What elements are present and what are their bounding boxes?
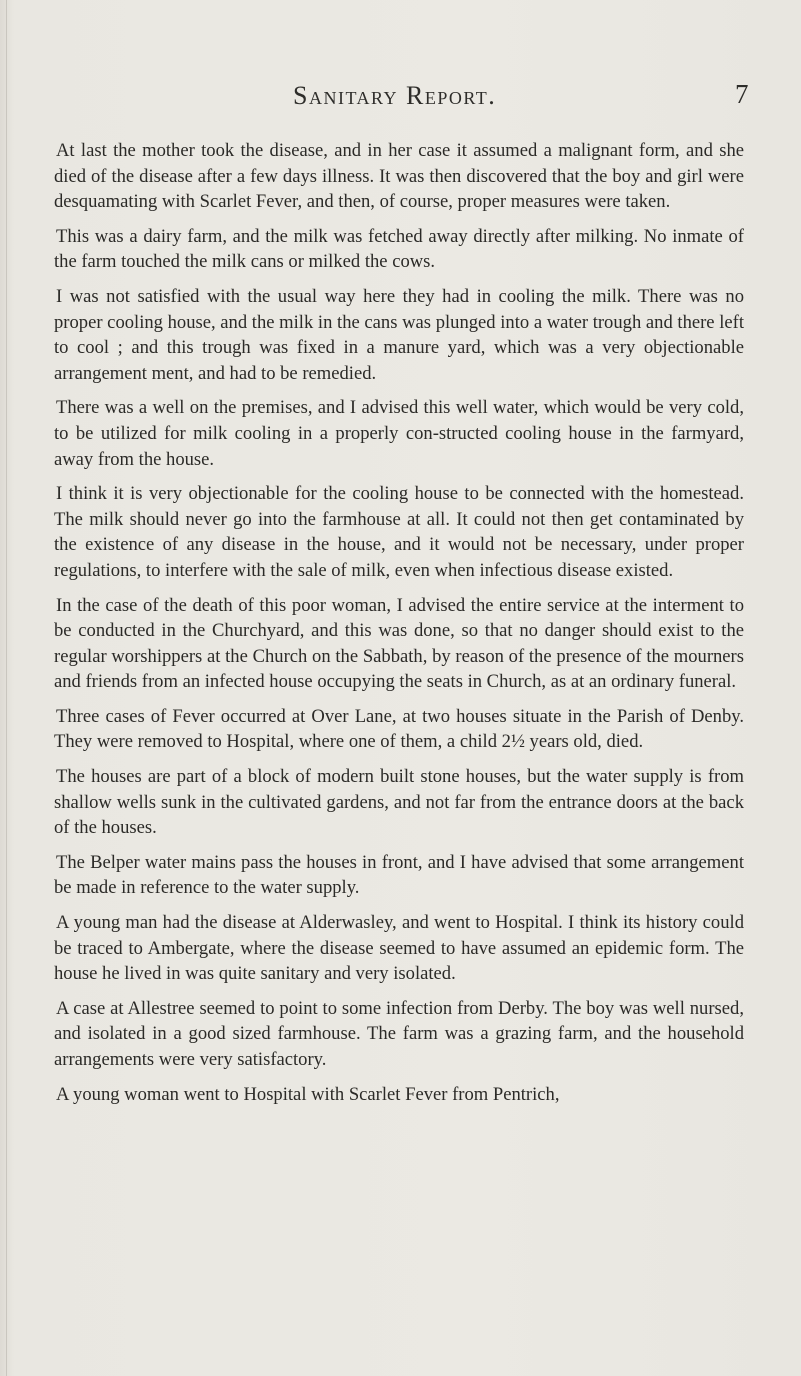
paragraph: A young woman went to Hospital with Scarlet Fever from Pentrich,	[56, 1083, 560, 1105]
body-text	[54, 138, 744, 1116]
paragraph: I was not satisfied with the usual way here they had in cooling the milk. There was no proper cooling house, and the milk in the cans was plunged into a water trough and there left to cool ; and this trough was fixed in a manure yard, which was a very objectionable arrangement ment, and had to be remedied.	[54, 285, 744, 384]
paragraph: A case at Allestree seemed to point to some infection from Derby. The boy was well nursed, and isolated in a good sized farmhouse. The farm was a grazing farm, and the household arrangements were very satisfactory.	[54, 997, 744, 1070]
paragraph: At last the mother took the disease, and in her case it assumed a malignant form, and she died of the disease after a few days illness. It was then discovered that the boy and girl were desquamating with Scarlet Fever, and then, of course, proper measures were taken.	[54, 140, 744, 213]
paragraph: The Belper water mains pass the houses in front, and I have advised that some arrangement be made in reference to the water supply.	[54, 851, 744, 899]
running-title: Sanitary Report.	[293, 81, 497, 110]
page-binding-edge	[6, 0, 7, 1376]
running-header	[0, 81, 801, 113]
paragraph: In the case of the death of this poor woman, I advised the entire service at the interment to be conducted in the Churchyard, and this was done, so that no danger should exist to the regular worshippers at the Church on the Sabbath, by reason of the presence of the mourners and friends from an infected house occupying the seats in Church, as at an ordinary funeral.	[54, 594, 744, 693]
paragraph: I think it is very objectionable for the cooling house to be connected with the homestead. The milk should never go into the farmhouse at all. It could not then get contaminated by the existence of any disease in the house, and it would not be necessary, under proper regulations, to interfere with the sale of milk, even when infectious disease existed.	[54, 483, 744, 581]
paragraph: There was a well on the premises, and I advised this well water, which would be very cold, to be utilized for milk cooling in a properly con-structed cooling house in the farmyard, away from the house.	[54, 397, 744, 470]
page-number: 7	[735, 79, 749, 109]
paragraph: Three cases of Fever occurred at Over Lane, at two houses situate in the Parish of Denby. They were removed to Hospital, where one of them, a child 2½ years old, died.	[54, 705, 744, 753]
paragraph: The houses are part of a block of modern built stone houses, but the water supply is from shallow wells sunk in the cultivated gardens, and not far from the entrance doors at the back of the houses.	[54, 766, 744, 839]
paragraph: A young man had the disease at Alderwasley, and went to Hospital. I think its history could be traced to Ambergate, where the disease seemed to have assumed an epidemic form. The house he lived in was quite sanitary and very isolated.	[54, 912, 744, 985]
paragraph: This was a dairy farm, and the milk was fetched away directly after milking. No inmate of the farm touched the milk cans or milked the cows.	[54, 225, 744, 273]
